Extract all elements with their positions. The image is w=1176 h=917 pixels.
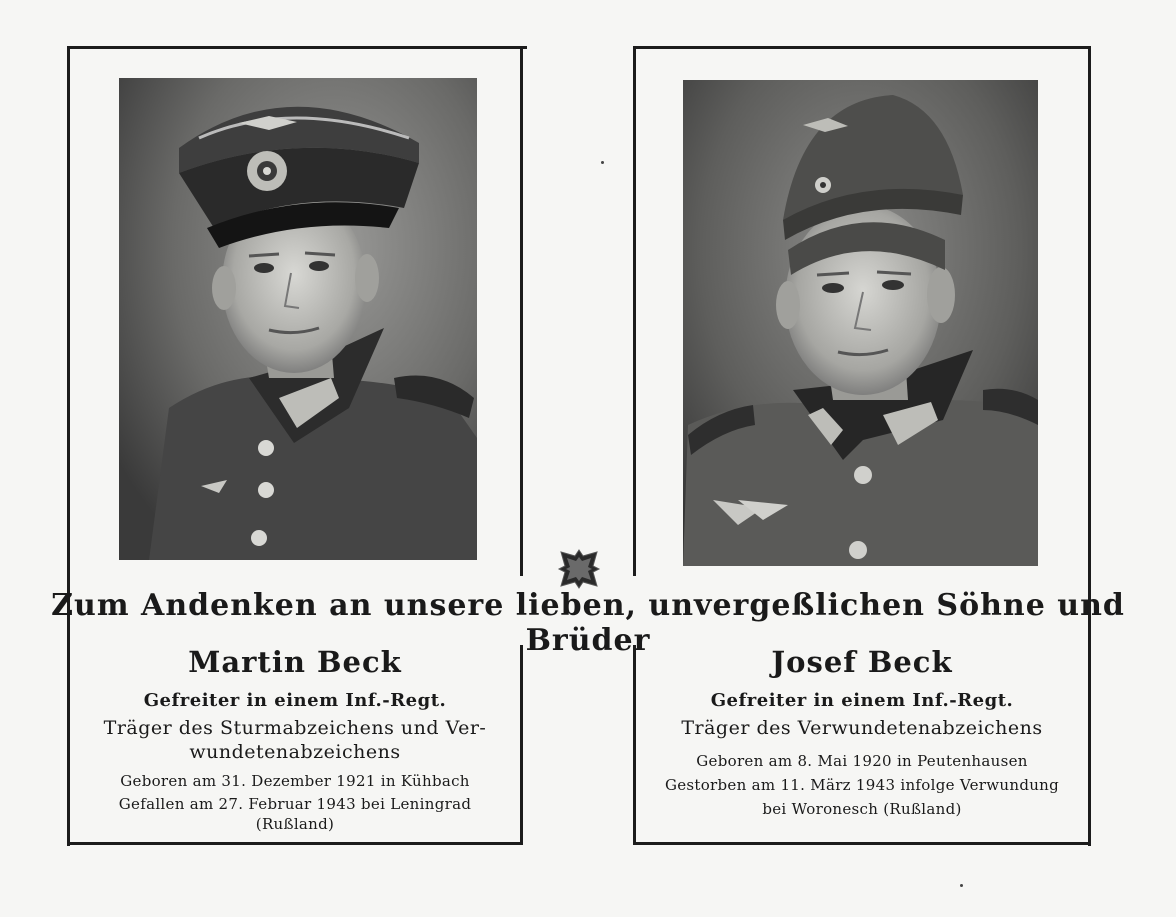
right-place: bei Woronesch (Rußland) bbox=[762, 800, 962, 818]
left-award-line2: wundetenabzeichens bbox=[189, 741, 401, 763]
right-frame-top bbox=[633, 46, 1091, 49]
left-rank: Gefreiter in einem Inf.-Regt. bbox=[143, 690, 447, 711]
left-place: (Rußland) bbox=[255, 815, 335, 833]
scan-speck bbox=[960, 884, 963, 887]
iron-cross-icon bbox=[557, 548, 601, 590]
left-award-line1: Träger des Sturmabzeichens und Ver- bbox=[103, 717, 487, 739]
left-frame-top bbox=[67, 46, 527, 49]
left-frame-right-upper bbox=[520, 46, 523, 576]
right-died: Gestorben am 11. März 1943 infolge Verwundung bbox=[664, 776, 1060, 794]
right-portrait-image bbox=[683, 80, 1038, 566]
right-born: Geboren am 8. Mai 1920 in Peutenhausen bbox=[696, 752, 1028, 770]
left-born: Geboren am 31. Dezember 1921 in Kühbach bbox=[120, 772, 470, 790]
left-frame-bottom bbox=[67, 842, 523, 845]
memorial-heading: Zum Andenken an unsere lieben, unvergeßlichen Söhne und Brüder bbox=[51, 588, 1125, 658]
left-died: Gefallen am 27. Februar 1943 bei Leningrad bbox=[118, 795, 472, 813]
left-frame-right-lower bbox=[520, 645, 523, 845]
right-frame-left-upper bbox=[633, 46, 636, 576]
scan-speck bbox=[601, 161, 604, 164]
right-portrait-photo bbox=[683, 80, 1038, 566]
right-award-line1: Träger des Verwundetenabzeichens bbox=[681, 717, 1043, 739]
left-portrait-photo bbox=[119, 78, 477, 560]
left-portrait-image bbox=[119, 78, 477, 560]
right-rank: Gefreiter in einem Inf.-Regt. bbox=[710, 690, 1014, 711]
right-name: Josef Beck bbox=[771, 645, 953, 679]
left-name: Martin Beck bbox=[188, 645, 402, 679]
right-frame-bottom bbox=[633, 842, 1091, 845]
right-frame-right bbox=[1088, 46, 1091, 846]
